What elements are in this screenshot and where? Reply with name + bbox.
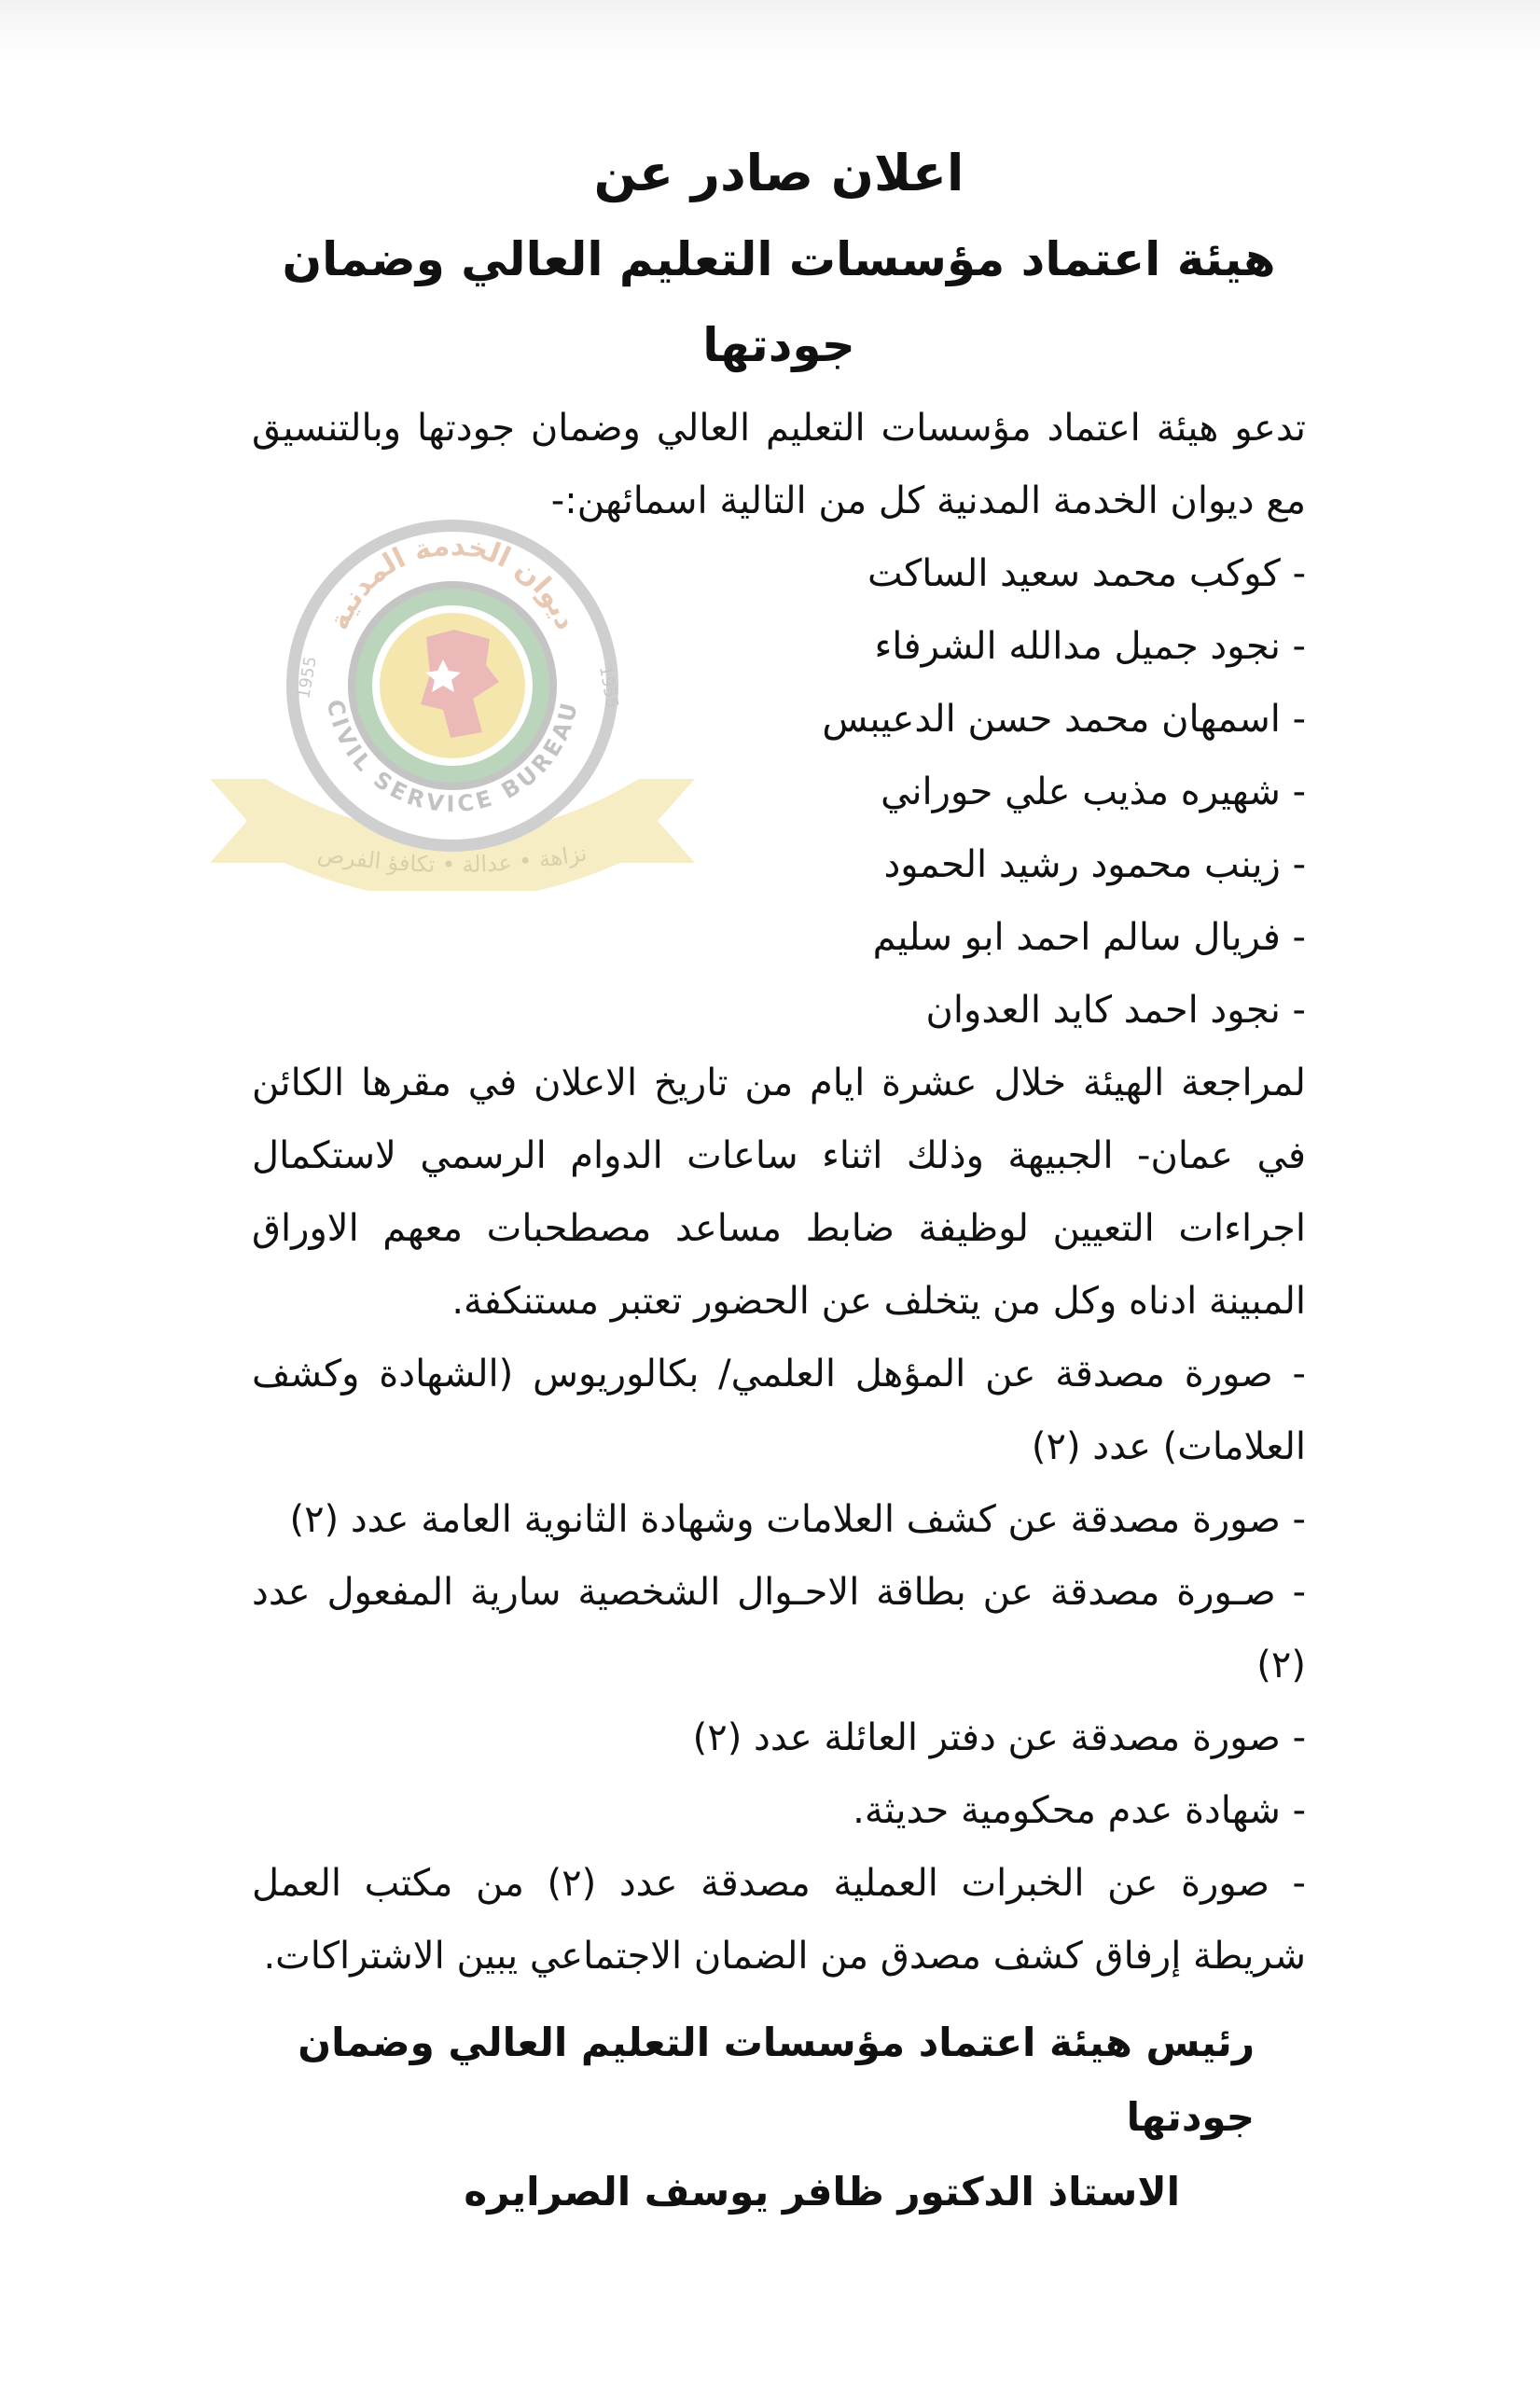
candidate-name: - نجود جميل مدالله الشرفاء bbox=[874, 625, 1306, 668]
candidate-names-list bbox=[252, 537, 1306, 1047]
document-item: - صورة مصدقة عن كشف العلامات وشهادة الثانوية العامة عدد (٢) bbox=[289, 1498, 1306, 1541]
signatory-title: رئيس هيئة اعتماد مؤسسات التعليم العالي وضمان جودتها bbox=[298, 2020, 1255, 2140]
seal-year-right: 1955 bbox=[595, 664, 622, 710]
issuing-organization: هيئة اعتماد مؤسسات التعليم العالي وضمان جودتها bbox=[282, 232, 1276, 372]
announcement-body bbox=[252, 131, 1306, 2229]
seal-year-left: 1955 bbox=[294, 655, 321, 701]
document-item: - صورة مصدقة عن دفتر العائلة عدد (٢) bbox=[692, 1716, 1306, 1759]
instructions-paragraph: لمراجعة الهيئة خلال عشرة ايام من تاريخ الاعلان في مقرها الكائن في عمان- الجبيهة وذلك اثناء ساعات الدوام الرسمي لاستكمال اجراءات التعيين لوظيفة ضابط مساعد مصطحبات معهم الاوراق المبينة ادناه وكل من يتخلف عن الحضور تعتبر مستنكفة. bbox=[252, 1062, 1306, 1323]
document-item: - صورة مصدقة عن المؤهل العلمي/ بكالوريوس (الشهادة وكشف العلامات) عدد (٢) bbox=[252, 1353, 1306, 1468]
candidate-name: - اسمهان محمد حسن الدعيبس bbox=[822, 698, 1306, 741]
document-item: - شهادة عدم محكومية حديثة. bbox=[853, 1789, 1306, 1832]
document-item: - صـورة مصدقة عن بطاقة الاحـوال الشخصية سارية المفعول عدد (٢) bbox=[252, 1571, 1306, 1687]
required-documents-list bbox=[252, 1338, 1306, 1992]
seal-arabic-ring-text: ديوان الخدمة المدنية bbox=[322, 529, 583, 635]
seal-motto: نزاهة • عدالة • تكافؤ الفرص bbox=[315, 840, 590, 879]
seal-english-ring-text: CIVIL SERVICE BUREAU bbox=[321, 697, 584, 818]
intro-paragraph: تدعو هيئة اعتماد مؤسسات التعليم العالي وضمان جودتها وبالتنسيق مع ديوان الخدمة المدنية كل من التالية اسمائهن:- bbox=[252, 407, 1306, 522]
announcement-title: اعلان صادر عن bbox=[593, 144, 964, 202]
signatory-name: الاستاذ الدكتور ظافر يوسف الصرايره bbox=[464, 2169, 1180, 2214]
candidate-name: - فريال سالم احمد ابو سليم bbox=[872, 916, 1306, 959]
candidate-name: - زينب محمود رشيد الحمود bbox=[883, 843, 1306, 886]
document-item: - صورة عن الخبرات العملية مصدقة عدد (٢) من مكتب العمل شريطة إرفاق كشف مصدق من الضمان الاجتماعي يبين الاشتراكات. bbox=[252, 1862, 1306, 1978]
candidate-name: - نجود احمد كايد العدوان bbox=[925, 989, 1306, 1032]
page-edge-shadow bbox=[0, 0, 1540, 56]
candidate-name: - كوكب محمد سعيد الساكت bbox=[867, 552, 1306, 595]
candidate-name: - شهيره مذيب علي حوراني bbox=[881, 771, 1306, 813]
